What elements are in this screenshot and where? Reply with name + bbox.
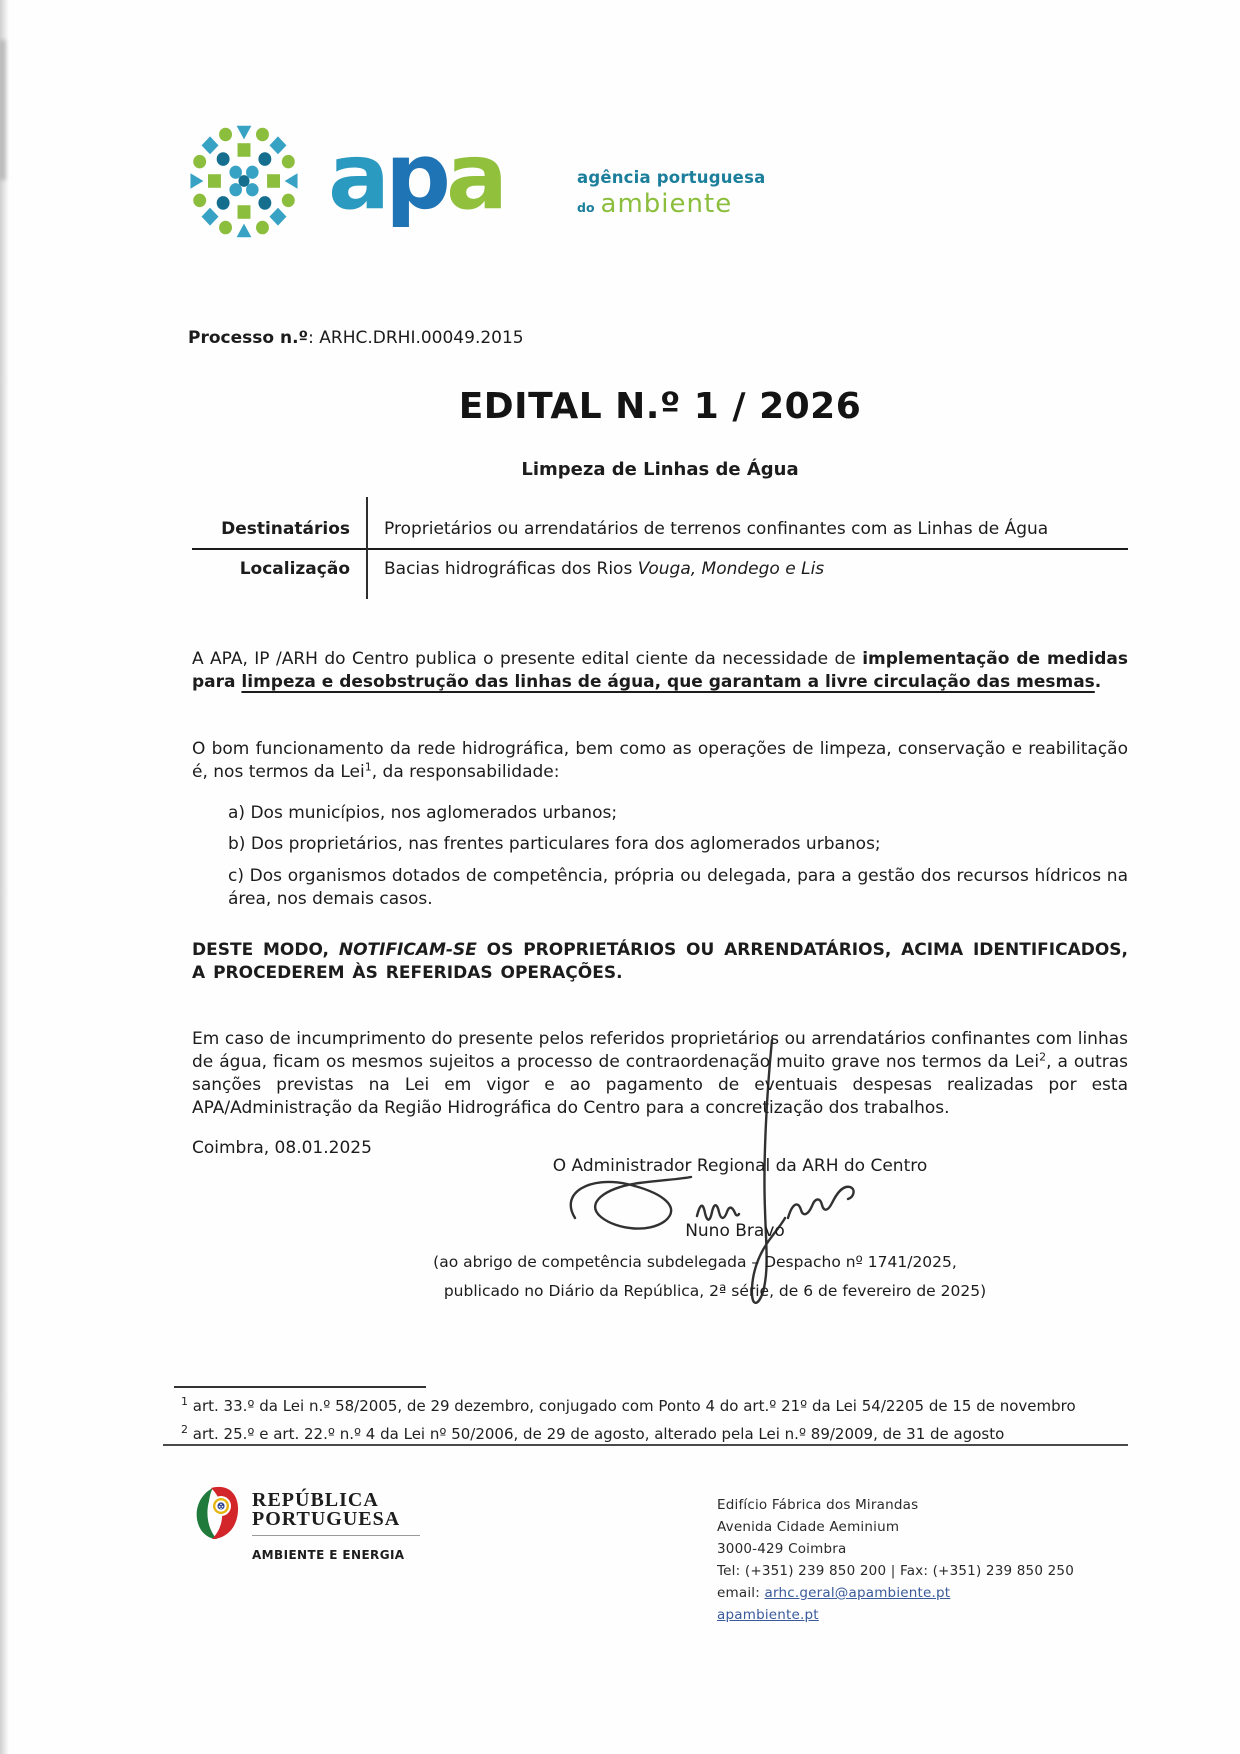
footnote-separator: [174, 1386, 426, 1388]
footnote-ref-2: 2: [1039, 1050, 1047, 1064]
signature-role: O Administrador Regional da ARH do Centro: [552, 1156, 928, 1176]
signature-note-line1: (ao abrigo de competência subdelegada – Despacho nº 1741/2025,: [433, 1253, 957, 1271]
apa-letter: a: [445, 123, 504, 230]
paragraph-notification: DESTE MODO, NOTIFICAM-SE OS PROPRIETÁRIOS OU ARRENDATÁRIOS, ACIMA IDENTIFICADOS, A PROCEDEREM ÀS REFERIDAS OPERAÇÕES.: [192, 940, 1128, 983]
table-row-destinatarios: [192, 497, 1128, 550]
process-value: : ARHC.DRHI.00049.2015: [308, 328, 524, 348]
paragraph-penalties: Em caso de incumprimento do presente pelos referidos proprietários ou arrendatários confinantes com linhas de água, ficam os mesmos sujeitos a processo de contraordenação muito grave nos termos da Lei$^2$, a outras sanções previstas na Lei em vigor e ao pagamento de eventuais despesas realizadas por esta APA/Administração da Região Hidrográfica do Centro para a concretização dos trabalhos.: [192, 1029, 1129, 1118]
rivers-italic: Vouga, Mondego e Lis: [637, 559, 825, 579]
list-item-b: b) Dos proprietários, nas frentes particulares fora dos aglomerados urbanos;: [228, 834, 881, 854]
apa-tagline: [577, 168, 765, 219]
address-line: Edifício Fábrica dos Mirandas: [717, 1497, 919, 1513]
tagline-line1: agência portuguesa: [577, 168, 766, 187]
gov-wordmark: [252, 1491, 420, 1565]
list-item-c: c) Dos organismos dotados de competência, própria ou delegada, para a gestão dos recursos hídricos na área, nos demais casos.: [228, 866, 1128, 909]
scan-edge-artifact: [0, 0, 9, 1754]
page-title: EDITAL N.º 1 / 2026: [458, 386, 862, 427]
apa-letter: p: [385, 123, 446, 230]
footnote-1: $^1$ art. 33.º da Lei n.º 58/2005, de 29 dezembro, conjugado com Ponto 4 do art.º 21º da Lei 54/2205 de 15 de novembro: [181, 1395, 1076, 1415]
process-label: Processo n.º: [188, 328, 309, 348]
table-divider-line: [366, 497, 368, 599]
process-number: [188, 328, 524, 348]
row-label: Destinatários: [221, 519, 350, 539]
paragraph-intro: A APA, IP /ARH do Centro publica o presente edital ciente da necessidade de implementação de medidas para limpeza e desobstrução das linhas de água, que garantam a livre circulação das mesmas.: [192, 649, 1128, 692]
page-subtitle: Limpeza de Linhas de Água: [521, 459, 799, 480]
address-phone-line: Tel: (+351) 239 850 200 | Fax: (+351) 239 850 250: [717, 1563, 1074, 1579]
info-table: [192, 497, 1128, 599]
tagline-ambiente: ambiente: [600, 189, 733, 219]
email-link[interactable]: arhc.geral@apambiente.pt: [764, 1585, 951, 1601]
gov-department: AMBIENTE E ENERGIA: [252, 1548, 405, 1562]
paragraph-responsibility: O bom funcionamento da rede hidrográfica, bem como as operações de limpeza, conservação e reabilitação é, nos termos da Lei$^1$, da responsabilidade:: [192, 739, 1128, 782]
footer-address: [717, 1494, 1074, 1626]
address-line: Avenida Cidade Aeminium: [717, 1519, 900, 1535]
row-value: Proprietários ou arrendatários de terrenos confinantes com as Linhas de Água: [384, 519, 1049, 539]
apa-letter: a: [328, 123, 386, 230]
table-row-localizacao: [192, 550, 1128, 599]
apa-wordmark: [328, 123, 504, 230]
signature-name: Nuno Bravo: [685, 1221, 785, 1241]
tagline-do: do: [577, 200, 595, 215]
signature-note-line2: publicado no Diário da República, 2ª série, de 6 de fevereiro de 2025): [443, 1282, 987, 1300]
row-label: Localização: [239, 559, 350, 579]
gov-line2: PORTUGUESA: [252, 1508, 401, 1530]
footer-rule: [163, 1444, 1128, 1446]
apa-logo-mosaic-icon: [184, 118, 304, 244]
list-item-a: a) Dos municípios, nos aglomerados urbanos;: [228, 803, 618, 823]
footnote-2: $^2$ art. 25.º e art. 22.º n.º 4 da Lei nº 50/2006, de 29 de agosto, alterado pela Lei n.º 89/2009, de 31 de agosto: [181, 1423, 1005, 1443]
address-line: 3000-429 Coimbra: [717, 1541, 847, 1557]
portugal-coat-of-arms-icon: [194, 1486, 240, 1540]
address-email-line: email: arhc.geral@apambiente.pt: [717, 1585, 951, 1601]
gov-line1: REPÚBLICA: [252, 1489, 379, 1511]
footnote-ref-1: 1: [364, 760, 372, 774]
notificam-se-emphasis: NOTIFICAM-SE: [338, 940, 477, 960]
scan-edge-smudge: [0, 40, 6, 180]
website-link[interactable]: apambiente.pt: [717, 1607, 819, 1623]
dateline: Coimbra, 08.01.2025: [192, 1138, 372, 1158]
gov-separator-line: [252, 1535, 420, 1536]
row-value: Bacias hidrográficas dos Rios Vouga, Mondego e Lis: [384, 559, 825, 579]
